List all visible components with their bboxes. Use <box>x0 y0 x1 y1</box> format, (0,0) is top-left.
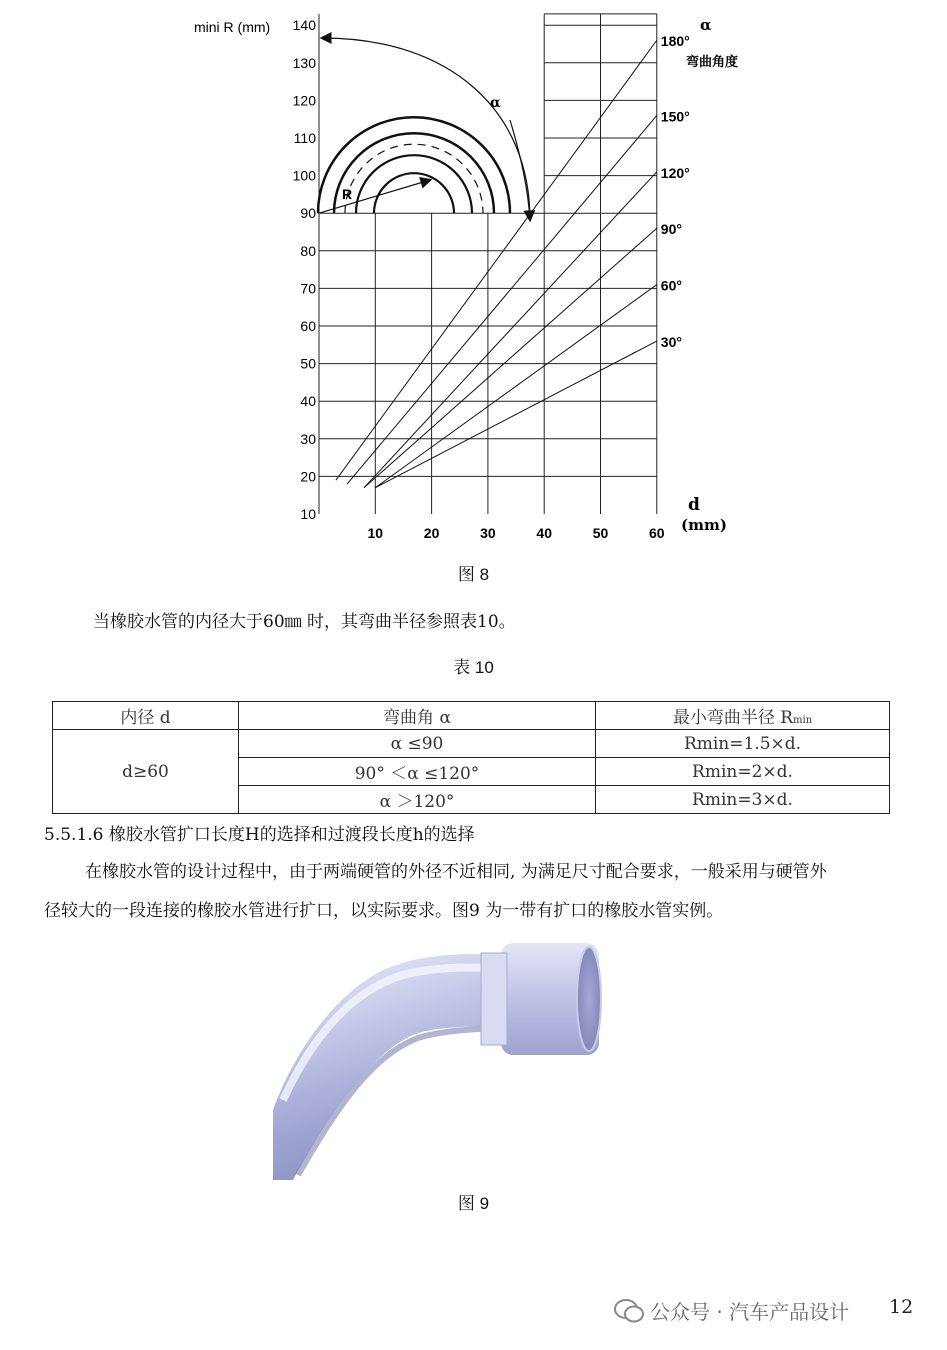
y-tick-label: 140 <box>292 17 316 34</box>
x-tick-label: 40 <box>536 525 552 541</box>
hose-body <box>273 954 503 1180</box>
paragraph-2-line-2: 径较大的一段连接的橡胶水管进行扩口，以实际要求。图9 为一带有扩口的橡胶水管实例。 <box>44 901 724 921</box>
angle-label: 150° <box>660 108 690 125</box>
angle-label: 180° <box>660 33 690 50</box>
radius-cell: Rmin=2×d. <box>596 758 890 786</box>
series-line-60deg <box>375 285 657 488</box>
series-line-150deg <box>347 115 657 483</box>
hose-opening <box>577 947 601 1051</box>
y-tick-label: 130 <box>292 54 316 71</box>
alpha-header: α <box>700 16 712 34</box>
section-heading: 5.5.1.6 橡胶水管扩口长度H的选择和过渡段长度h的选择 <box>44 825 475 845</box>
series-line-120deg <box>364 172 657 488</box>
y-tick-labels <box>293 17 317 522</box>
x-tick-label: 50 <box>592 525 609 541</box>
chart-grid <box>319 14 657 514</box>
header-min-radius-text: 最小弯曲半径 R <box>672 708 794 728</box>
y-tick-label: 80 <box>300 242 316 259</box>
header-min-radius-sub: min <box>793 715 813 726</box>
diagram-r: R <box>342 186 353 202</box>
alpha-arrow-end <box>510 120 530 220</box>
x-axis-unit: (mm) <box>681 516 727 534</box>
table-header-row <box>53 702 890 730</box>
figure8-chart <box>185 0 765 555</box>
y-tick-label: 70 <box>300 280 316 297</box>
x-axis-title: d <box>688 495 700 515</box>
angle-label: 120° <box>660 164 690 181</box>
group-cell: d≥60 <box>53 730 239 814</box>
y-tick-label: 110 <box>293 130 316 146</box>
angle-labels <box>661 33 690 350</box>
table-10 <box>52 701 890 814</box>
angle-label: 90° <box>660 221 682 238</box>
figure9-caption: 图 9 <box>457 1194 490 1213</box>
header-min-radius <box>596 702 890 730</box>
y-tick-label: 50 <box>300 355 316 372</box>
table-row <box>53 730 890 758</box>
angle-cell: α ＞120° <box>239 786 596 814</box>
y-tick-label: 60 <box>300 318 316 334</box>
radius-cell: Rmin=3×d. <box>596 786 890 814</box>
x-tick-labels <box>368 525 665 541</box>
angle-cell: 90° ＜α ≤120° <box>239 758 596 786</box>
angle-cell: α ≤90 <box>239 730 596 758</box>
paragraph-2-line-1: 在橡胶水管的设计过程中，由于两端硬管的外径不近相同, 为满足尺寸配合要求，一般采用与硬管外 <box>85 862 827 882</box>
header-inner-diameter: 内径 d <box>53 702 239 730</box>
paragraph-1: 当橡胶水管的内径大于60㎜ 时，其弯曲半径参照表10。 <box>93 612 516 632</box>
y-tick-label: 120 <box>292 92 316 109</box>
x-tick-label: 20 <box>423 525 440 541</box>
series-line-90deg <box>364 228 657 487</box>
table10-caption: 表 10 <box>453 658 494 677</box>
x-tick-label: 10 <box>367 525 384 541</box>
alpha-arrow <box>322 38 530 220</box>
y-axis-title: mini R (mm) <box>194 19 271 35</box>
y-tick-label: 40 <box>300 393 316 410</box>
y-tick-label: 100 <box>292 167 316 184</box>
x-tick-label: 60 <box>649 525 665 541</box>
figure9-hose-image <box>273 935 608 1180</box>
alpha-label: 弯曲角度 <box>686 55 739 70</box>
radius-cell: Rmin=1.5×d. <box>596 730 890 758</box>
y-tick-label: 30 <box>300 430 316 447</box>
page-number: 12 <box>889 1296 914 1318</box>
angle-label: 30° <box>660 334 682 351</box>
y-tick-label: 20 <box>300 468 316 485</box>
series-line-30deg <box>375 341 657 488</box>
y-tick-label: 90 <box>300 205 316 222</box>
hose-ring <box>481 953 507 1045</box>
y-tick-label: 10 <box>300 506 316 522</box>
diagram-alpha: α <box>490 95 501 111</box>
footer-watermark: 公众号 · 汽车产品设计 <box>650 1300 850 1324</box>
angle-label: 60° <box>660 277 682 294</box>
figure8-caption: 图 8 <box>457 565 490 584</box>
header-bend-angle: 弯曲角 α <box>239 702 596 730</box>
x-tick-label: 30 <box>480 525 496 541</box>
wechat-icon <box>614 1298 644 1324</box>
